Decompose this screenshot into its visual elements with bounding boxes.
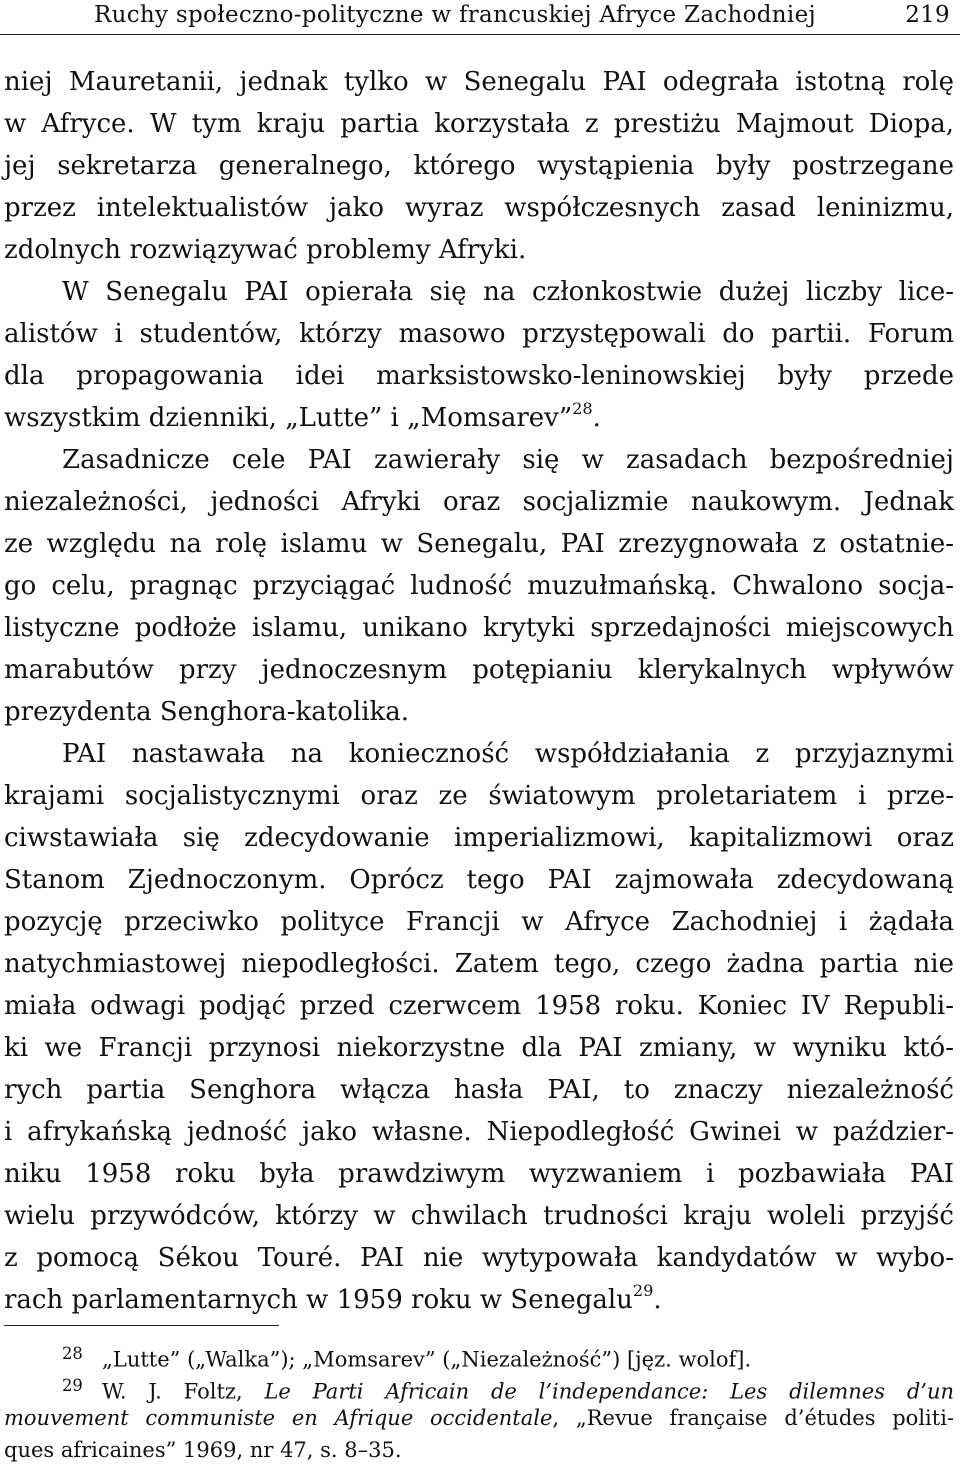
main-text <box>4 61 954 1321</box>
footnote-author: W. J. Foltz, <box>102 1379 265 1404</box>
text-line <box>4 1279 954 1321</box>
text-line-punct: . <box>653 1285 662 1315</box>
page-number: 219 <box>905 2 950 28</box>
text-line: wielu przywódców, którzy w chwilach trudności kraju woleli przyjść <box>4 1201 954 1231</box>
footnote-number: 28 <box>62 1344 83 1363</box>
text-line: Zasadnicze cele PAI zawierały się w zasadach bezpośredniej <box>62 445 954 475</box>
text-line: ciwstawiała się zdecydowanie imperializmowi, kapitalizmowi oraz <box>4 823 954 853</box>
footnote-28 <box>4 1338 954 1370</box>
text-line: W Senegalu PAI opierała się na członkostwie dużej liczby lice- <box>62 277 954 307</box>
text-line: miała odwagi podjąć przed czerwcem 1958 roku. Koniec IV Republi- <box>4 991 954 1021</box>
footnote-number: 29 <box>62 1376 83 1395</box>
header-rule <box>0 34 960 35</box>
footnotes <box>4 1338 954 1466</box>
running-header <box>94 2 950 34</box>
text-line: go celu, pragnąc przyciągać ludność muzułmańską. Chwalono socja- <box>4 571 954 601</box>
footnote-rule <box>4 1325 279 1326</box>
text-line: krajami socjalistycznymi oraz ze światowym proletariatem i prze- <box>4 781 954 811</box>
text-line: ze względu na rolę islamu w Senegalu, PAI zrezygnowała z ostatnie- <box>4 529 954 559</box>
text-line: jej sekretarza generalnego, którego wystąpienia były postrzegane <box>4 151 954 181</box>
text-line: listyczne podłoże islamu, unikano krytyki sprzedajności miejscowych <box>4 613 954 643</box>
text-line: niezależności, jedności Afryki oraz socjalizmie naukowym. Jednak <box>4 487 954 517</box>
footnote-title: mouvement communiste en Afrique occidentale <box>4 1406 553 1430</box>
text-line: natychmiastowej niepodległości. Zatem tego, czego żadna partia nie <box>4 949 954 979</box>
text-line: niej Mauretanii, jednak tylko w Senegalu PAI odegrała istotną rolę <box>4 67 954 97</box>
text-line: marabutów przy jednoczesnym potępianiu klerykalnych wpływów <box>4 655 954 685</box>
text-line: niku 1958 roku była prawdziwym wyzwaniem i pozbawiała PAI <box>4 1159 954 1189</box>
running-title: Ruchy społeczno-polityczne w francuskiej Afryce Zachodniej <box>94 2 816 28</box>
text-line: zdolnych rozwiązywać problemy Afryki. <box>4 235 527 265</box>
text-line-content: rach parlamentarnych w 1959 roku w Senegalu <box>4 1285 633 1315</box>
footnote-29-cont <box>4 1402 954 1434</box>
text-line: przez intelektualistów jako wyraz współczesnych zasad leninizmu, <box>4 193 954 223</box>
text-line: pozycję przeciwko polityce Francji w Afryce Zachodniej i żądała <box>4 907 954 937</box>
footnote-ref-29: 29 <box>632 1280 654 1300</box>
text-line-punct: . <box>592 403 601 433</box>
text-line: PAI nastawała na konieczność współdziałania z przyjaznymi <box>62 739 954 769</box>
text-line <box>4 397 954 439</box>
text-line: alistów i studentów, którzy masowo przystępowali do partii. Forum <box>4 319 954 349</box>
text-line: Stanom Zjednoczonym. Oprócz tego PAI zajmowała zdecydowaną <box>4 865 954 895</box>
text-line-content: wszystkim dzienniki, „Lutte” i „Momsarev” <box>4 403 573 433</box>
text-line: z pomocą Sékou Touré. PAI nie wytypowała kandydatów w wybo- <box>4 1243 954 1273</box>
footnote-ref-28: 28 <box>572 398 593 418</box>
text-line: ki we Francji przynosi niekorzystne dla PAI zmiany, w wyniku któ- <box>4 1033 954 1063</box>
text-line: w Afryce. W tym kraju partia korzystała z prestiżu Majmout Diopa, <box>4 109 954 139</box>
text-line: dla propagowania idei marksistowsko-leninowskiej były przede <box>4 361 954 391</box>
footnote-title: Le Parti Africain de l’independance: Les dilemnes d’un <box>264 1379 954 1404</box>
text-line: i afrykańską jedność jako własne. Niepodległość Gwinei w paździer- <box>4 1117 954 1147</box>
footnote-text: „Lutte” („Walka”); „Momsarev” („Niezależność”) [jęz. wolof]. <box>102 1347 752 1372</box>
text-line: rych partia Senghora włącza hasła PAI, to znaczy niezależność <box>4 1075 954 1105</box>
footnote-29-cont: ques africaines” 1969, nr 47, s. 8–35. <box>4 1438 402 1462</box>
footnote-text: , „Revue française d’études politi- <box>552 1406 954 1430</box>
footnote-29 <box>4 1370 954 1402</box>
text-line: prezydenta Senghora-katolika. <box>4 697 410 727</box>
